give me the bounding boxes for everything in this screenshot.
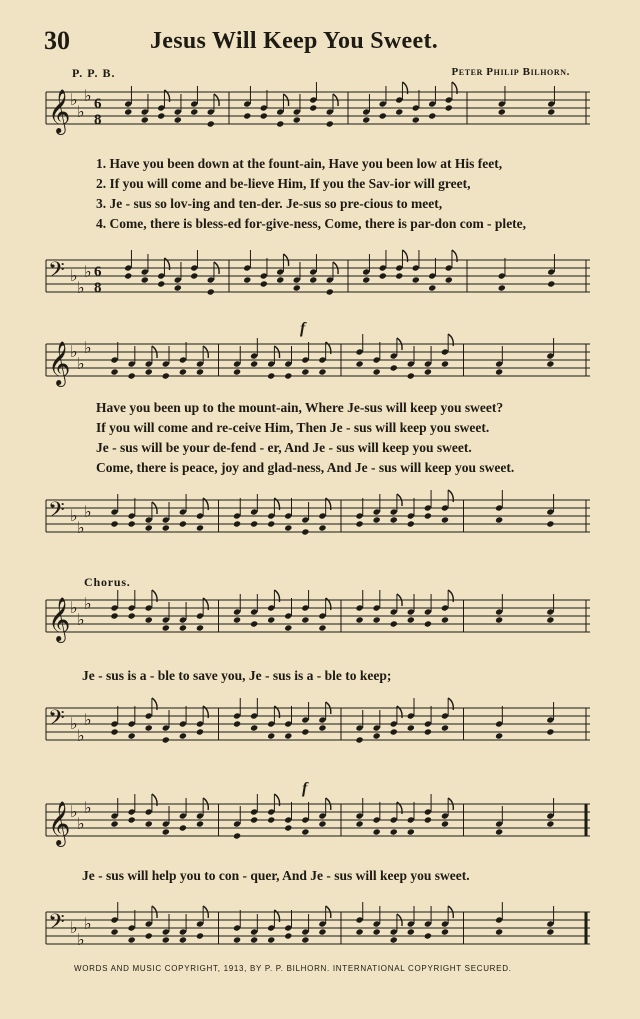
note-head <box>441 724 449 731</box>
bass-clef-icon: 𝄢 <box>48 910 65 939</box>
note-head <box>390 728 398 735</box>
note-head <box>424 512 432 519</box>
note-head <box>373 732 381 739</box>
note-head <box>495 516 503 523</box>
flat-icon: ♭ <box>84 504 92 521</box>
chorus-lyrics <box>82 866 602 886</box>
note-head <box>428 284 436 291</box>
note-head <box>395 272 403 279</box>
note-head <box>293 116 301 123</box>
note-head <box>390 828 398 835</box>
note-head <box>190 108 198 115</box>
note-head <box>412 116 420 123</box>
note-head <box>373 368 381 375</box>
treble-clef-icon: 𝄞 <box>48 91 71 133</box>
note-head <box>141 116 149 123</box>
chorus-line-1: Je - sus is a - ble to save you, Je - sus is a - ble to keep; <box>82 668 392 683</box>
note-head <box>355 520 363 527</box>
note-head <box>196 820 204 827</box>
flat-icon: ♭ <box>77 612 85 629</box>
note-head <box>207 288 215 295</box>
note-head <box>441 928 449 935</box>
page-number: 30 <box>44 26 70 55</box>
note-head <box>318 820 326 827</box>
note-head <box>179 732 187 739</box>
note-head <box>326 120 334 127</box>
music-system-4 <box>40 780 592 960</box>
note-head <box>373 516 381 523</box>
note-head <box>373 616 381 623</box>
note-head <box>179 368 187 375</box>
verse-lyrics-block <box>96 398 616 478</box>
note-head <box>110 612 118 619</box>
bass-clef-icon: 𝄢 <box>48 706 65 735</box>
note-head <box>373 928 381 935</box>
note-head <box>318 724 326 731</box>
note-head <box>547 108 555 115</box>
note-head <box>424 620 432 627</box>
note-head <box>373 828 381 835</box>
note-head <box>362 276 370 283</box>
note-head <box>309 104 317 111</box>
note-head <box>179 936 187 943</box>
note-head <box>424 368 432 375</box>
note-head <box>267 520 275 527</box>
note-head <box>407 372 415 379</box>
flat-icon: ♭ <box>70 268 78 285</box>
note-head <box>301 616 309 623</box>
treble-staff <box>40 596 592 641</box>
flat-icon: ♭ <box>70 920 78 937</box>
chorus-label: Chorus. <box>84 575 131 589</box>
note-head <box>110 728 118 735</box>
bass-staff <box>40 496 592 538</box>
note-head <box>110 928 118 935</box>
note-head <box>110 368 118 375</box>
note-head <box>250 520 258 527</box>
verse-1-line: 1. Have you been down at the fount-ain, Have you been low at His feet, <box>96 156 503 171</box>
flat-icon: ♭ <box>84 88 92 105</box>
note-head <box>495 928 503 935</box>
note-head <box>174 284 182 291</box>
chorus-line-2: Je - sus will help you to con - quer, And Je - sus will keep you sweet. <box>82 868 470 883</box>
note-head <box>233 520 241 527</box>
note-head <box>284 524 292 531</box>
note-head <box>162 936 170 943</box>
note-head <box>309 276 317 283</box>
note-head <box>301 368 309 375</box>
chorus-lyrics <box>82 666 602 686</box>
note-head <box>162 372 170 379</box>
bass-staff <box>40 704 592 746</box>
bass-staff <box>40 908 592 950</box>
bass-clef-icon: 𝄢 <box>48 258 65 287</box>
verse-1-line: Have you been up to the mount-ain, Where Je-sus will keep you sweet? <box>96 400 504 415</box>
flat-icon: ♭ <box>70 344 78 361</box>
flat-icon: ♭ <box>77 280 85 297</box>
note-head <box>318 928 326 935</box>
note-head <box>441 820 449 827</box>
note-head <box>362 116 370 123</box>
note-head <box>301 828 309 835</box>
note-head <box>546 820 554 827</box>
note-head <box>196 368 204 375</box>
note-head <box>318 524 326 531</box>
note-head <box>495 368 503 375</box>
flat-icon: ♭ <box>84 264 92 281</box>
verse-4-line: Come, there is peace, joy and glad-ness, And Je - sus will keep you sweet. <box>96 460 515 475</box>
note-head <box>407 724 415 731</box>
note-head <box>250 816 258 823</box>
note-head <box>546 616 554 623</box>
note-head <box>301 728 309 735</box>
verse-2-line: 2. If you will come and be-lieve Him, If you the Sav-ior will greet, <box>96 176 471 191</box>
note-head <box>390 620 398 627</box>
note-head <box>276 276 284 283</box>
note-head <box>233 832 241 839</box>
note-head <box>445 276 453 283</box>
verse-2-line: If you will come and re-ceive Him, Then Je - sus will keep you sweet. <box>96 420 490 435</box>
time-signature-bottom: 8 <box>94 280 102 296</box>
note-head <box>145 368 153 375</box>
note-head <box>174 116 182 123</box>
verse-3-line: 3. Je - sus so lov-ing and ten-der. Je-sus so pre-cious to meet, <box>96 196 443 211</box>
note-head <box>267 816 275 823</box>
note-head <box>145 616 153 623</box>
treble-staff <box>40 340 592 385</box>
flat-icon: ♭ <box>77 816 85 833</box>
note-head <box>207 120 215 127</box>
note-head <box>250 360 258 367</box>
note-head <box>355 928 363 935</box>
note-head <box>428 112 436 119</box>
note-head <box>196 524 204 531</box>
note-head <box>267 732 275 739</box>
note-head <box>233 936 241 943</box>
note-head <box>162 524 170 531</box>
flat-icon: ♭ <box>70 804 78 821</box>
note-head <box>243 112 251 119</box>
note-head <box>445 104 453 111</box>
hymn-title: Jesus Will Keep You Sweet. <box>150 28 439 54</box>
note-head <box>546 360 554 367</box>
note-head <box>546 520 554 527</box>
flat-icon: ♭ <box>70 600 78 617</box>
note-head <box>355 616 363 623</box>
note-head <box>441 516 449 523</box>
treble-clef-icon: 𝄞 <box>48 599 71 641</box>
hymn-header <box>0 22 640 62</box>
note-head <box>141 276 149 283</box>
treble-clef-icon: 𝄞 <box>48 343 71 385</box>
bass-staff <box>40 256 592 298</box>
flat-icon: ♭ <box>70 92 78 109</box>
note-head <box>124 272 132 279</box>
note-head <box>128 732 136 739</box>
flat-icon: ♭ <box>70 716 78 733</box>
time-signature-top: 6 <box>94 264 102 280</box>
flat-icon: ♭ <box>84 596 92 613</box>
time-signature-bottom: 8 <box>94 112 102 128</box>
note-head <box>495 732 503 739</box>
flat-icon: ♭ <box>84 340 92 357</box>
note-head <box>128 936 136 943</box>
note-head <box>441 360 449 367</box>
note-head <box>145 724 153 731</box>
note-head <box>390 516 398 523</box>
note-head <box>179 624 187 631</box>
dynamic-mark: f <box>302 780 308 797</box>
time-signature-top: 6 <box>94 96 102 112</box>
note-head <box>250 620 258 627</box>
note-head <box>318 624 326 631</box>
note-head <box>395 108 403 115</box>
note-head <box>128 612 136 619</box>
note-head <box>424 728 432 735</box>
note-head <box>233 368 241 375</box>
flat-icon: ♭ <box>77 104 85 121</box>
copyright-notice: WORDS AND MUSIC COPYRIGHT, 1913, BY P. P. BILHORN. INTERNATIONAL COPYRIGHT SECURED. <box>74 964 512 973</box>
note-head <box>412 276 420 283</box>
note-head <box>179 824 187 831</box>
flat-icon: ♭ <box>70 508 78 525</box>
note-head <box>355 736 363 743</box>
music-system-3 <box>40 596 592 746</box>
note-head <box>407 928 415 935</box>
note-head <box>128 816 136 823</box>
note-head <box>145 524 153 531</box>
note-head <box>162 624 170 631</box>
note-head <box>379 272 387 279</box>
note-head <box>407 616 415 623</box>
note-head <box>546 928 554 935</box>
note-head <box>128 372 136 379</box>
flat-icon: ♭ <box>77 356 85 373</box>
note-head <box>250 724 258 731</box>
verse-lyrics-block <box>96 154 616 234</box>
note-head <box>179 520 187 527</box>
note-head <box>379 112 387 119</box>
note-head <box>267 372 275 379</box>
note-head <box>390 364 398 371</box>
note-head <box>498 108 506 115</box>
treble-staff <box>40 88 592 133</box>
verse-3-line: Je - sus will be your de-fend - er, And Je - sus will keep you sweet. <box>96 440 472 455</box>
note-head <box>284 624 292 631</box>
note-head <box>267 936 275 943</box>
note-head <box>355 820 363 827</box>
note-head <box>284 824 292 831</box>
note-head <box>260 112 268 119</box>
treble-clef-icon: 𝄞 <box>48 803 71 845</box>
words-credit: P. P. B. <box>72 66 116 80</box>
note-head <box>318 368 326 375</box>
note-head <box>162 828 170 835</box>
note-head <box>110 820 118 827</box>
note-head <box>162 736 170 743</box>
flat-icon: ♭ <box>77 932 85 949</box>
music-credit: Peter Philip Bilhorn. <box>451 66 570 78</box>
note-head <box>190 272 198 279</box>
treble-staff <box>40 800 592 845</box>
note-head <box>547 280 555 287</box>
flat-icon: ♭ <box>77 728 85 745</box>
note-head <box>326 288 334 295</box>
note-head <box>196 728 204 735</box>
dynamic-mark: f <box>300 320 306 337</box>
note-head <box>124 108 132 115</box>
note-head <box>260 280 268 287</box>
note-head <box>145 932 153 939</box>
note-head <box>110 520 118 527</box>
note-head <box>441 616 449 623</box>
flat-icon: ♭ <box>84 800 92 817</box>
note-head <box>233 616 241 623</box>
note-head <box>495 828 503 835</box>
note-head <box>301 936 309 943</box>
note-head <box>128 520 136 527</box>
note-head <box>250 936 258 943</box>
note-head <box>284 932 292 939</box>
note-head <box>495 616 503 623</box>
note-head <box>301 528 309 535</box>
note-head <box>196 932 204 939</box>
bass-clef-icon: 𝄢 <box>48 498 65 527</box>
flat-icon: ♭ <box>77 520 85 537</box>
music-system-2 <box>40 320 592 552</box>
flat-icon: ♭ <box>84 712 92 729</box>
note-head <box>407 520 415 527</box>
note-head <box>233 720 241 727</box>
note-head <box>355 360 363 367</box>
note-head <box>145 820 153 827</box>
note-head <box>157 280 165 287</box>
note-head <box>196 624 204 631</box>
flat-icon: ♭ <box>84 916 92 933</box>
note-head <box>424 816 432 823</box>
note-head <box>157 112 165 119</box>
verse-4-line: 4. Come, there is bless-ed for-give-ness, Come, there is par-don com - plete, <box>96 216 527 231</box>
note-head <box>498 284 506 291</box>
music-system-1 <box>40 88 592 300</box>
note-head <box>267 616 275 623</box>
note-head <box>284 372 292 379</box>
note-head <box>284 732 292 739</box>
note-head <box>293 284 301 291</box>
note-head <box>407 828 415 835</box>
note-head <box>243 276 251 283</box>
note-head <box>390 936 398 943</box>
note-head <box>276 120 284 127</box>
note-head <box>424 932 432 939</box>
note-head <box>546 728 554 735</box>
